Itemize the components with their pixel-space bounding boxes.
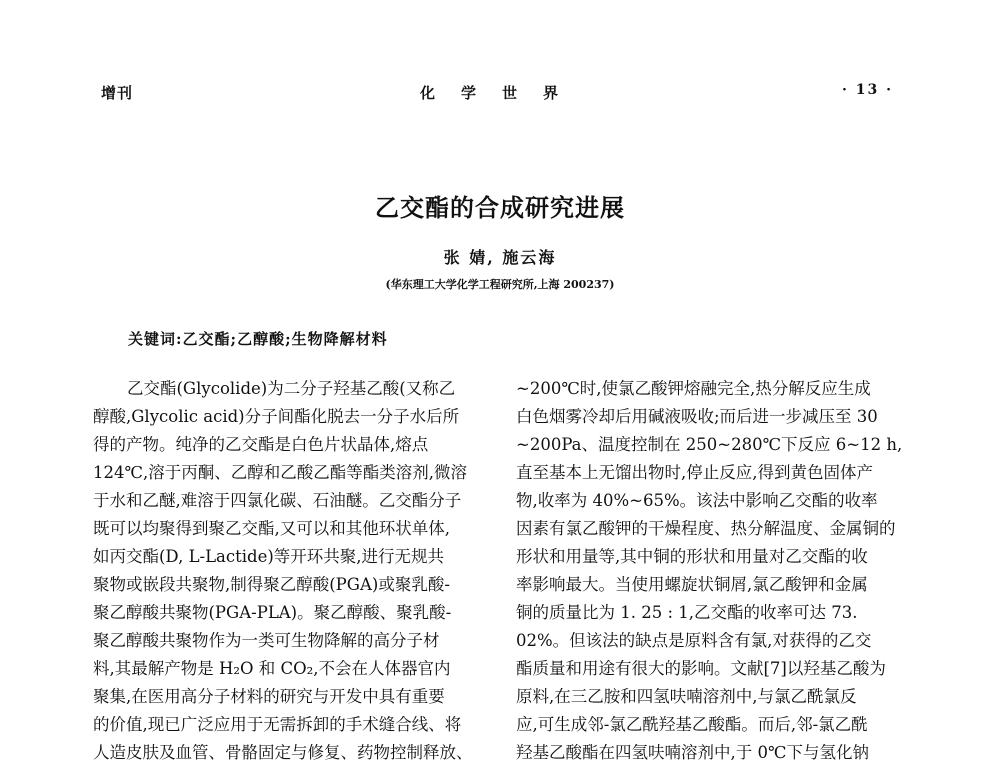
text-line: 得的产物。纯净的乙交酯是白色片状晶体,熔点 [93,435,429,454]
running-header-issue: 增刊 [101,84,134,102]
running-header-journal: 化学世界 [420,84,585,102]
text-line: 的价值,现已广泛应用于无需拆卸的手术缝合线、将 [93,715,462,734]
text-line: 既可以均聚得到聚乙交酯,又可以和其他环状单体, [93,519,450,538]
page-number: · 13 · [842,82,893,98]
text-line: 聚乙醇酸共聚物(PGA-PLA)。聚乙醇酸、聚乳酸- [93,603,452,622]
text-line: 直至基本上无馏出物时,停止反应,得到黄色固体产 [516,463,873,482]
text-line: 形状和用量等,其中铜的形状和用量对乙交酯的收 [516,547,868,566]
text-line: 铜的质量比为 1. 25 : 1,乙交酯的收率可达 73. [516,603,858,622]
text-line: 醇酸,Glycolic acid)分子间酯化脱去一分子水后所 [93,407,460,426]
text-line: 如丙交酯(D, L-Lactide)等开环共聚,进行无规共 [93,547,445,566]
text-line: 率影响最大。当使用螺旋状铜屑,氯乙酸钾和金属 [516,575,868,594]
text-line: 因素有氯乙酸钾的干燥程度、热分解温度、金属铜的 [516,519,896,538]
text-line: 124℃,溶于丙酮、乙醇和乙酸乙酯等酯类溶剂,微溶 [93,463,467,482]
text-line: 乙交酯(Glycolide)为二分子羟基乙酸(又称乙 [127,379,456,398]
text-line: 料,其最解产物是 H₂O 和 CO₂,不会在人体器官内 [93,659,451,678]
text-line: 羟基乙酸酯在四氢呋喃溶剂中,于 0℃下与氢化钠 [516,743,869,762]
text-line: 应,可生成邻-氯乙酰羟基乙酸酯。而后,邻-氯乙酰 [516,715,868,734]
text-line: 白色烟雾冷却后用碱液吸收;而后进一步减压至 30 [516,407,878,426]
text-line: 聚乙醇酸共聚物作为一类可生物降解的高分子材 [93,631,440,650]
body-column-right [516,375,916,767]
article-title: 乙交酯的合成研究进展 [375,194,625,222]
text-line: 于水和乙醚,难溶于四氯化碳、石油醚。乙交酯分子 [93,491,462,510]
text-line: ~200Pa、温度控制在 250~280℃下反应 6~12 h, [516,435,903,454]
text-line: ~200℃时,使氯乙酸钾熔融完全,热分解反应生成 [516,379,871,398]
article-authors: 张 婧, 施云海 [443,248,557,267]
text-line: 聚物或嵌段共聚物,制得聚乙醇酸(PGA)或聚乳酸- [93,575,450,594]
keywords: 关键词:乙交酯;乙醇酸;生物降解材料 [128,330,388,348]
text-line: 物,收率为 40%~65%。该法中影响乙交酯的收率 [516,491,878,510]
author-affiliation: (华东理工大学化学工程研究所,上海 200237) [385,278,615,291]
body-column-left [93,375,493,767]
text-line: 酯质量和用途有很大的影响。文献[7]以羟基乙酸为 [516,659,886,678]
text-line: 聚集,在医用高分子材料的研究与开发中具有重要 [93,687,445,706]
text-line: 02%。但该法的缺点是原料含有氯,对获得的乙交 [516,631,872,650]
text-line: 原料,在三乙胺和四氢呋喃溶剂中,与氯乙酰氯反 [516,687,857,706]
text-line: 人造皮肤及血管、骨骼固定与修复、药物控制释放、 [93,743,473,762]
